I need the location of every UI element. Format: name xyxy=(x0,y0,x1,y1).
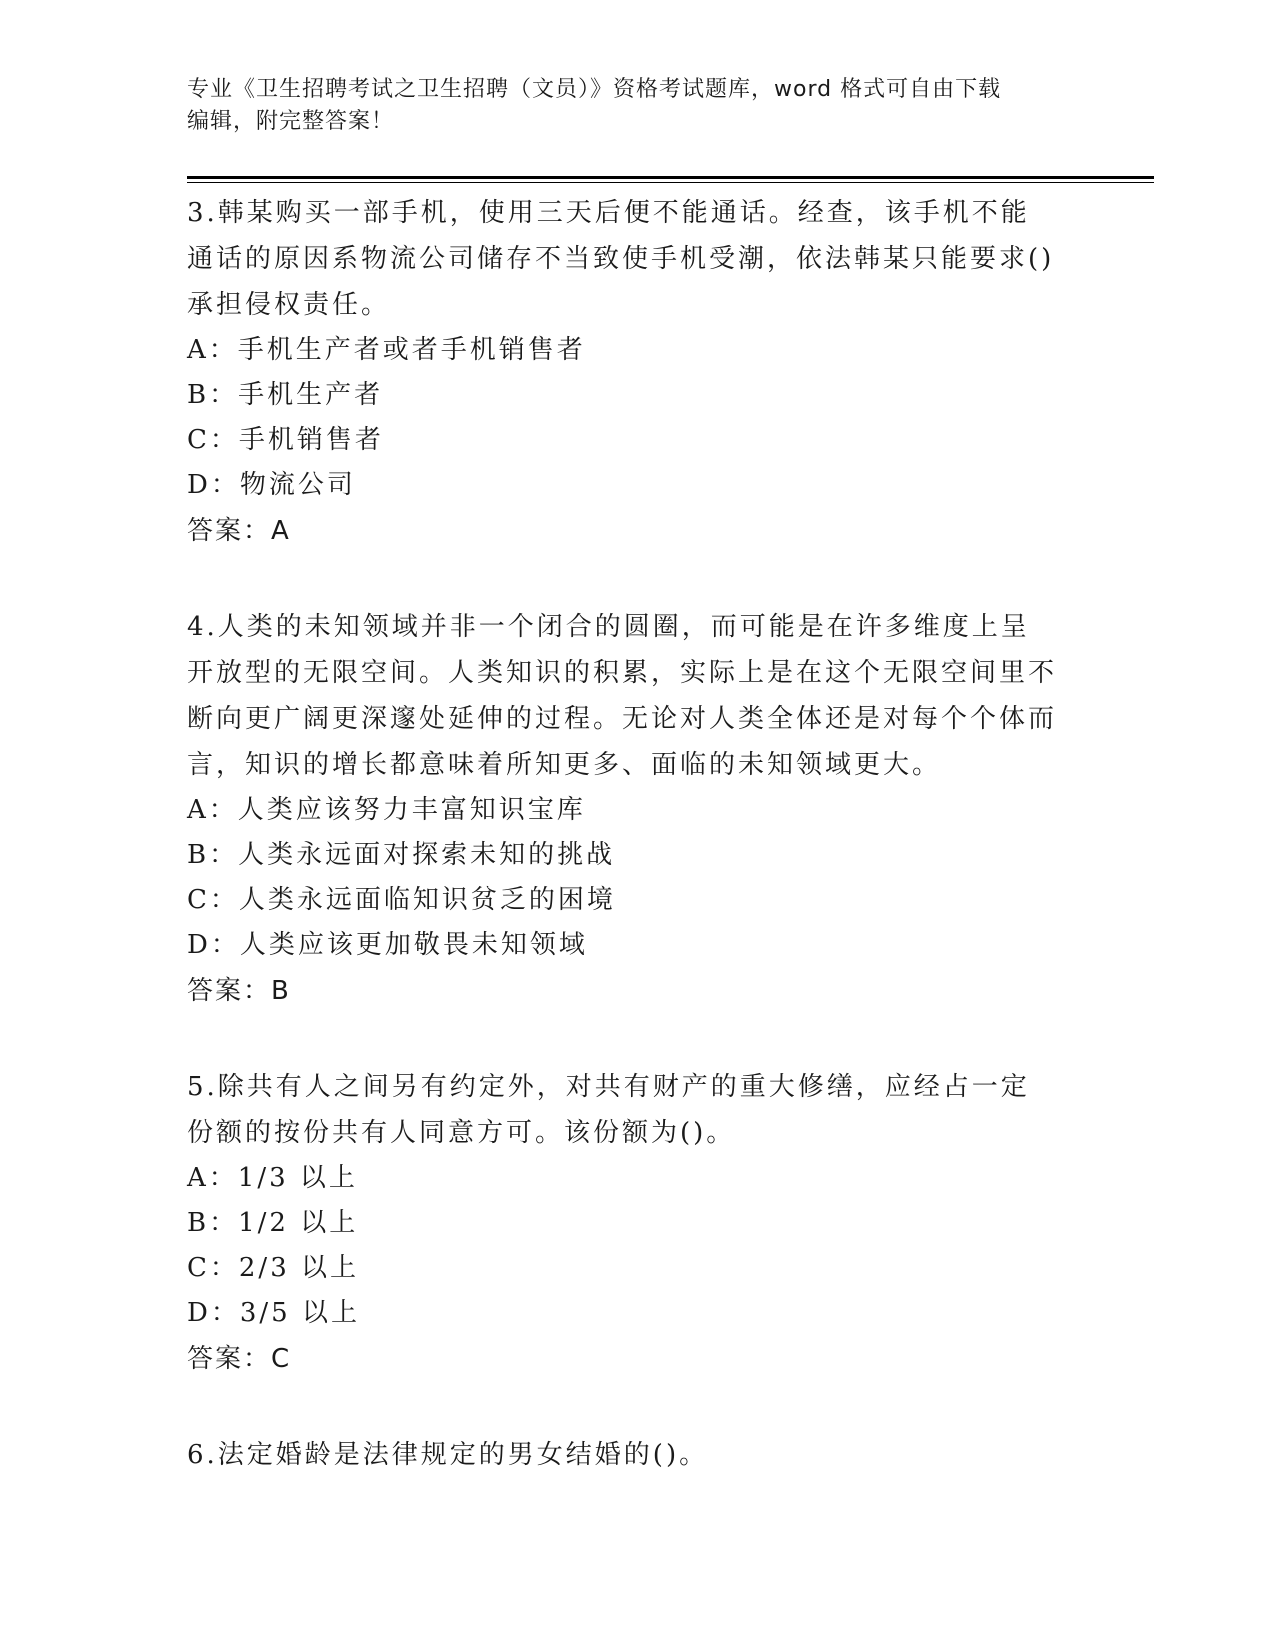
option-d: D：人类应该更加敬畏未知领域 xyxy=(187,930,588,960)
option-c: C：手机销售者 xyxy=(187,425,384,455)
header-rule-thin xyxy=(187,182,1154,183)
header-line-2: 编辑，附完整答案！ xyxy=(187,109,395,134)
question-5 xyxy=(187,1064,1057,1382)
option-b: B：人类永远面对探索未知的挑战 xyxy=(187,840,616,870)
question-4 xyxy=(187,604,1057,1014)
answer-line: 答案：C xyxy=(187,1344,292,1374)
question-3 xyxy=(187,190,1057,554)
question-stem: 3.韩某购买一部手机，使用三天后便不能通话。经查，该手机不能通话的原因系物流公司储存不当致使手机受潮，依法韩某只能要求()承担侵权责任。 xyxy=(187,198,1055,320)
option-d: D：物流公司 xyxy=(187,470,356,500)
option-c: C：2/3 以上 xyxy=(187,1253,360,1283)
option-c: C：人类永远面临知识贫乏的困境 xyxy=(187,885,616,915)
answer-line: 答案：A xyxy=(187,516,291,546)
option-a: A：人类应该努力丰富知识宝库 xyxy=(187,795,586,825)
question-stem: 6.法定婚龄是法律规定的男女结婚的()。 xyxy=(187,1440,709,1470)
header-rule-thick xyxy=(187,176,1154,179)
option-a: A：手机生产者或者手机销售者 xyxy=(187,335,586,365)
question-list xyxy=(187,190,1057,1528)
answer-line: 答案：B xyxy=(187,976,291,1006)
option-d: D：3/5 以上 xyxy=(187,1298,360,1328)
question-stem: 5.除共有人之间另有约定外，对共有财产的重大修缮，应经占一定份额的按份共有人同意方可。该份额为()。 xyxy=(187,1072,1030,1148)
option-b: B：手机生产者 xyxy=(187,380,384,410)
question-6 xyxy=(187,1432,1057,1478)
option-b: B：1/2 以上 xyxy=(187,1208,359,1238)
question-stem: 4.人类的未知领域并非一个闭合的圆圈，而可能是在许多维度上呈开放型的无限空间。人类知识的积累，实际上是在这个无限空间里不断向更广阔更深邃处延伸的过程。无论对人类全体还是对每个个体而言，知识的增长都意味着所知更多、面临的未知领域更大。 xyxy=(187,612,1058,780)
option-a: A：1/3 以上 xyxy=(187,1163,358,1193)
document-header xyxy=(187,74,1087,138)
header-line-1: 专业《卫生招聘考试之卫生招聘（文员）》资格考试题库，word 格式可自由下载 xyxy=(187,77,1002,102)
